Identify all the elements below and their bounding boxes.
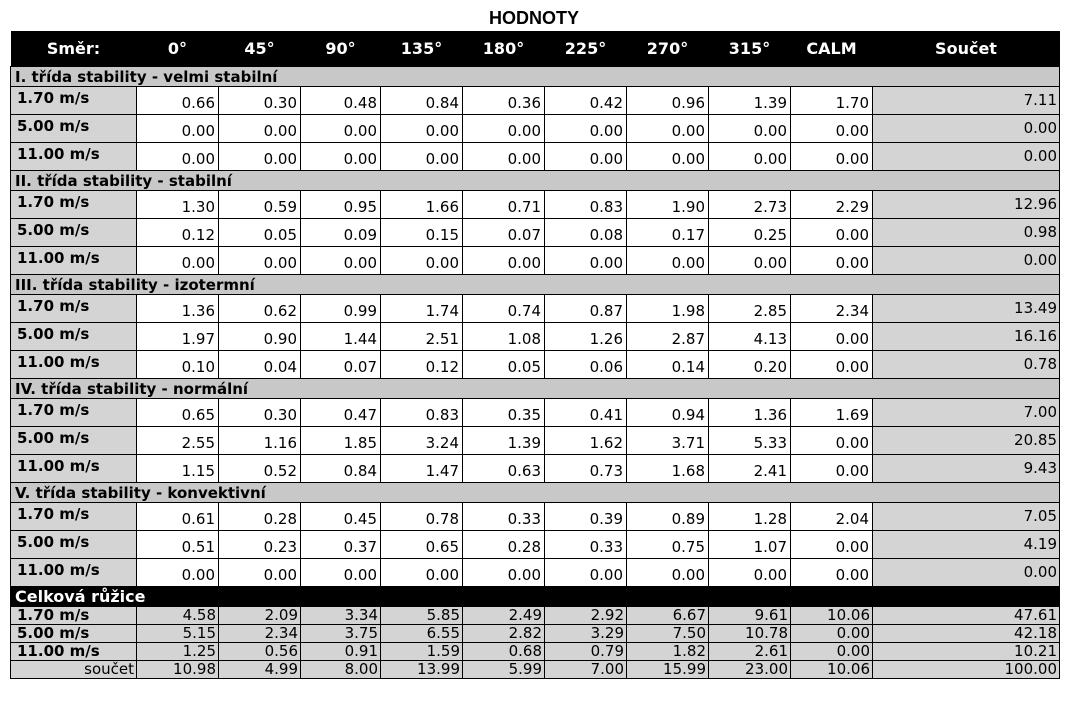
value-cell: 0.28 (219, 502, 301, 530)
value-cell: 0.07 (463, 218, 545, 246)
value-cell: 0.00 (709, 114, 791, 142)
value-cell: 0.83 (545, 190, 627, 218)
total-value-cell: 2.09 (219, 606, 301, 624)
value-cell: 0.00 (463, 142, 545, 170)
value-cell: 0.28 (463, 530, 545, 558)
value-cell: 3.24 (381, 426, 463, 454)
header-direction-label: Směr: (11, 31, 137, 66)
grand-sum-value: 13.99 (381, 660, 463, 678)
grand-sum-value: 4.99 (219, 660, 301, 678)
value-cell: 0.00 (219, 114, 301, 142)
section-header (11, 378, 1060, 398)
table-row (11, 86, 1060, 114)
value-cell: 4.13 (709, 322, 791, 350)
total-value-cell: 5.85 (381, 606, 463, 624)
section-title: I. třída stability - velmi stabilní (11, 66, 1060, 86)
value-cell: 2.34 (791, 294, 873, 322)
value-cell: 0.23 (219, 530, 301, 558)
value-cell: 5.33 (709, 426, 791, 454)
section-header (11, 170, 1060, 190)
speed-label: 11.00 m/s (11, 350, 137, 378)
value-cell: 0.63 (463, 454, 545, 482)
grand-sum-row (11, 660, 1060, 678)
header-direction: 225° (545, 31, 627, 66)
value-cell: 0.00 (545, 114, 627, 142)
value-cell: 1.36 (709, 398, 791, 426)
total-title: Celková růžice (11, 586, 1060, 606)
value-cell: 0.00 (791, 142, 873, 170)
value-cell: 0.00 (219, 558, 301, 586)
value-cell: 0.00 (381, 114, 463, 142)
section-title: IV. třída stability - normální (11, 378, 1060, 398)
sum-cell: 7.00 (873, 398, 1060, 426)
value-cell: 1.90 (627, 190, 709, 218)
value-cell: 0.39 (545, 502, 627, 530)
speed-label: 5.00 m/s (11, 114, 137, 142)
total-value-cell: 2.82 (463, 624, 545, 642)
speed-label: 1.70 m/s (11, 294, 137, 322)
value-cell: 2.55 (137, 426, 219, 454)
value-cell: 0.08 (545, 218, 627, 246)
total-value-cell: 0.00 (791, 642, 873, 660)
value-cell: 1.15 (137, 454, 219, 482)
total-row (11, 624, 1060, 642)
total-value-cell: 0.91 (301, 642, 381, 660)
value-cell: 0.78 (381, 502, 463, 530)
table-row (11, 350, 1060, 378)
value-cell: 0.00 (627, 142, 709, 170)
grand-sum-total: 100.00 (873, 660, 1060, 678)
value-cell: 0.00 (791, 246, 873, 274)
value-cell: 0.95 (301, 190, 381, 218)
total-value-cell: 10.78 (709, 624, 791, 642)
value-cell: 0.51 (137, 530, 219, 558)
speed-label: 1.70 m/s (11, 398, 137, 426)
table-row (11, 218, 1060, 246)
value-cell: 0.00 (791, 426, 873, 454)
total-value-cell: 3.75 (301, 624, 381, 642)
value-cell: 1.39 (463, 426, 545, 454)
section-title: II. třída stability - stabilní (11, 170, 1060, 190)
value-cell: 0.05 (219, 218, 301, 246)
value-cell: 0.12 (137, 218, 219, 246)
value-cell: 1.30 (137, 190, 219, 218)
section-header (11, 66, 1060, 86)
value-cell: 0.65 (137, 398, 219, 426)
value-cell: 0.00 (381, 558, 463, 586)
value-cell: 0.59 (219, 190, 301, 218)
total-value-cell: 1.25 (137, 642, 219, 660)
value-cell: 0.75 (627, 530, 709, 558)
value-cell: 0.00 (137, 246, 219, 274)
value-cell: 0.17 (627, 218, 709, 246)
total-value-cell: 0.68 (463, 642, 545, 660)
total-sum-cell: 42.18 (873, 624, 1060, 642)
value-cell: 0.00 (301, 246, 381, 274)
value-cell: 0.89 (627, 502, 709, 530)
value-cell: 0.00 (301, 558, 381, 586)
value-cell: 1.68 (627, 454, 709, 482)
sum-cell: 7.05 (873, 502, 1060, 530)
speed-label: 1.70 m/s (11, 502, 137, 530)
table-row (11, 530, 1060, 558)
grand-sum-value: 15.99 (627, 660, 709, 678)
table-row (11, 322, 1060, 350)
value-cell: 0.15 (381, 218, 463, 246)
value-cell: 1.69 (791, 398, 873, 426)
value-cell: 0.10 (137, 350, 219, 378)
section-title: III. třída stability - izotermní (11, 274, 1060, 294)
speed-label: 5.00 m/s (11, 426, 137, 454)
value-cell: 0.00 (791, 530, 873, 558)
value-cell: 0.30 (219, 398, 301, 426)
value-cell: 0.00 (791, 350, 873, 378)
speed-label: 1.70 m/s (11, 86, 137, 114)
value-cell: 1.44 (301, 322, 381, 350)
value-cell: 0.83 (381, 398, 463, 426)
total-row (11, 606, 1060, 624)
grand-sum-value: 10.98 (137, 660, 219, 678)
value-cell: 1.98 (627, 294, 709, 322)
value-cell: 1.85 (301, 426, 381, 454)
value-cell: 0.65 (381, 530, 463, 558)
value-cell: 0.05 (463, 350, 545, 378)
value-cell: 0.00 (627, 558, 709, 586)
value-cell: 0.33 (463, 502, 545, 530)
speed-label: 5.00 m/s (11, 218, 137, 246)
header-row (11, 31, 1060, 66)
value-cell: 0.71 (463, 190, 545, 218)
speed-label: 5.00 m/s (11, 322, 137, 350)
value-cell: 0.00 (545, 142, 627, 170)
value-cell: 3.71 (627, 426, 709, 454)
header-direction: CALM (791, 31, 873, 66)
value-cell: 0.94 (627, 398, 709, 426)
table-row (11, 190, 1060, 218)
speed-label: 11.00 m/s (11, 142, 137, 170)
value-cell: 0.12 (381, 350, 463, 378)
value-cell: 0.00 (381, 142, 463, 170)
sum-cell: 13.49 (873, 294, 1060, 322)
speed-label: 11.00 m/s (11, 558, 137, 586)
section-header (11, 482, 1060, 502)
value-cell: 0.62 (219, 294, 301, 322)
speed-label: 11.00 m/s (11, 454, 137, 482)
total-sum-cell: 10.21 (873, 642, 1060, 660)
table-row (11, 398, 1060, 426)
sum-cell: 16.16 (873, 322, 1060, 350)
value-cell: 0.09 (301, 218, 381, 246)
value-cell: 2.73 (709, 190, 791, 218)
total-value-cell: 0.79 (545, 642, 627, 660)
sum-cell: 0.00 (873, 558, 1060, 586)
total-value-cell: 9.61 (709, 606, 791, 624)
total-value-cell: 0.56 (219, 642, 301, 660)
value-cell: 0.37 (301, 530, 381, 558)
table-row (11, 142, 1060, 170)
speed-label: 1.70 m/s (11, 190, 137, 218)
value-cell: 2.51 (381, 322, 463, 350)
header-direction: 270° (627, 31, 709, 66)
values-table (10, 31, 1060, 679)
total-value-cell: 6.55 (381, 624, 463, 642)
value-cell: 1.08 (463, 322, 545, 350)
table-row (11, 558, 1060, 586)
value-cell: 0.00 (791, 218, 873, 246)
value-cell: 0.00 (219, 246, 301, 274)
section-title: V. třída stability - konvektivní (11, 482, 1060, 502)
value-cell: 0.30 (219, 86, 301, 114)
grand-sum-value: 23.00 (709, 660, 791, 678)
header-sum: Součet (873, 31, 1060, 66)
value-cell: 1.16 (219, 426, 301, 454)
value-cell: 0.00 (627, 246, 709, 274)
value-cell: 0.84 (301, 454, 381, 482)
speed-label: 5.00 m/s (11, 530, 137, 558)
value-cell: 0.00 (791, 322, 873, 350)
sum-cell: 7.11 (873, 86, 1060, 114)
header-direction: 0° (137, 31, 219, 66)
table-row (11, 502, 1060, 530)
value-cell: 0.00 (137, 558, 219, 586)
total-sum-cell: 47.61 (873, 606, 1060, 624)
value-cell: 0.00 (463, 246, 545, 274)
value-cell: 1.07 (709, 530, 791, 558)
value-cell: 0.04 (219, 350, 301, 378)
value-cell: 0.07 (301, 350, 381, 378)
total-value-cell: 2.34 (219, 624, 301, 642)
value-cell: 0.00 (463, 114, 545, 142)
sum-cell: 9.43 (873, 454, 1060, 482)
value-cell: 1.26 (545, 322, 627, 350)
value-cell: 0.00 (709, 142, 791, 170)
value-cell: 0.33 (545, 530, 627, 558)
value-cell: 2.04 (791, 502, 873, 530)
speed-label: 11.00 m/s (11, 246, 137, 274)
value-cell: 1.70 (791, 86, 873, 114)
value-cell: 1.74 (381, 294, 463, 322)
value-cell: 0.87 (545, 294, 627, 322)
table-row (11, 246, 1060, 274)
total-value-cell: 3.29 (545, 624, 627, 642)
value-cell: 0.35 (463, 398, 545, 426)
header-direction: 45° (219, 31, 301, 66)
value-cell: 0.25 (709, 218, 791, 246)
value-cell: 1.36 (137, 294, 219, 322)
sum-cell: 20.85 (873, 426, 1060, 454)
total-value-cell: 5.15 (137, 624, 219, 642)
header-direction: 90° (301, 31, 381, 66)
sum-cell: 0.78 (873, 350, 1060, 378)
grand-sum-value: 5.99 (463, 660, 545, 678)
table-row (11, 114, 1060, 142)
total-row (11, 642, 1060, 660)
value-cell: 0.00 (301, 142, 381, 170)
total-value-cell: 10.06 (791, 606, 873, 624)
total-value-cell: 7.50 (627, 624, 709, 642)
value-cell: 0.73 (545, 454, 627, 482)
value-cell: 0.00 (137, 142, 219, 170)
grand-sum-value: 8.00 (301, 660, 381, 678)
total-header (11, 586, 1060, 606)
value-cell: 2.29 (791, 190, 873, 218)
table-row (11, 426, 1060, 454)
value-cell: 0.47 (301, 398, 381, 426)
section-header (11, 274, 1060, 294)
value-cell: 2.87 (627, 322, 709, 350)
grand-sum-value: 7.00 (545, 660, 627, 678)
sum-cell: 12.96 (873, 190, 1060, 218)
value-cell: 0.00 (627, 114, 709, 142)
speed-label: 1.70 m/s (11, 606, 137, 624)
sum-cell: 0.98 (873, 218, 1060, 246)
value-cell: 0.52 (219, 454, 301, 482)
value-cell: 0.66 (137, 86, 219, 114)
value-cell: 0.36 (463, 86, 545, 114)
value-cell: 0.20 (709, 350, 791, 378)
value-cell: 0.48 (301, 86, 381, 114)
header-direction: 135° (381, 31, 463, 66)
value-cell: 0.41 (545, 398, 627, 426)
total-value-cell: 1.82 (627, 642, 709, 660)
value-cell: 0.00 (545, 558, 627, 586)
total-value-cell: 2.92 (545, 606, 627, 624)
sum-cell: 0.00 (873, 114, 1060, 142)
value-cell: 1.47 (381, 454, 463, 482)
total-value-cell: 2.61 (709, 642, 791, 660)
total-value-cell: 6.67 (627, 606, 709, 624)
value-cell: 2.85 (709, 294, 791, 322)
sum-cell: 4.19 (873, 530, 1060, 558)
value-cell: 0.00 (463, 558, 545, 586)
value-cell: 1.62 (545, 426, 627, 454)
value-cell: 0.00 (545, 246, 627, 274)
value-cell: 1.39 (709, 86, 791, 114)
header-direction: 315° (709, 31, 791, 66)
grand-sum-label: součet (11, 660, 137, 678)
speed-label: 5.00 m/s (11, 624, 137, 642)
value-cell: 0.00 (137, 114, 219, 142)
value-cell: 0.00 (791, 114, 873, 142)
table-row (11, 294, 1060, 322)
sum-cell: 0.00 (873, 246, 1060, 274)
value-cell: 0.00 (791, 558, 873, 586)
total-value-cell: 3.34 (301, 606, 381, 624)
speed-label: 11.00 m/s (11, 642, 137, 660)
value-cell: 1.66 (381, 190, 463, 218)
value-cell: 1.28 (709, 502, 791, 530)
table-row (11, 454, 1060, 482)
value-cell: 0.99 (301, 294, 381, 322)
value-cell: 0.74 (463, 294, 545, 322)
value-cell: 0.00 (709, 246, 791, 274)
value-cell: 0.84 (381, 86, 463, 114)
value-cell: 0.61 (137, 502, 219, 530)
total-value-cell: 2.49 (463, 606, 545, 624)
total-value-cell: 1.59 (381, 642, 463, 660)
value-cell: 2.41 (709, 454, 791, 482)
value-cell: 0.00 (709, 558, 791, 586)
header-direction: 180° (463, 31, 545, 66)
value-cell: 0.06 (545, 350, 627, 378)
value-cell: 0.96 (627, 86, 709, 114)
value-cell: 0.00 (301, 114, 381, 142)
total-value-cell: 4.58 (137, 606, 219, 624)
value-cell: 0.45 (301, 502, 381, 530)
value-cell: 0.90 (219, 322, 301, 350)
value-cell: 0.00 (381, 246, 463, 274)
grand-sum-value: 10.06 (791, 660, 873, 678)
value-cell: 1.97 (137, 322, 219, 350)
total-value-cell: 0.00 (791, 624, 873, 642)
value-cell: 0.00 (791, 454, 873, 482)
value-cell: 0.42 (545, 86, 627, 114)
page-title: HODNOTY (489, 8, 579, 28)
value-cell: 0.14 (627, 350, 709, 378)
sum-cell: 0.00 (873, 142, 1060, 170)
value-cell: 0.00 (219, 142, 301, 170)
